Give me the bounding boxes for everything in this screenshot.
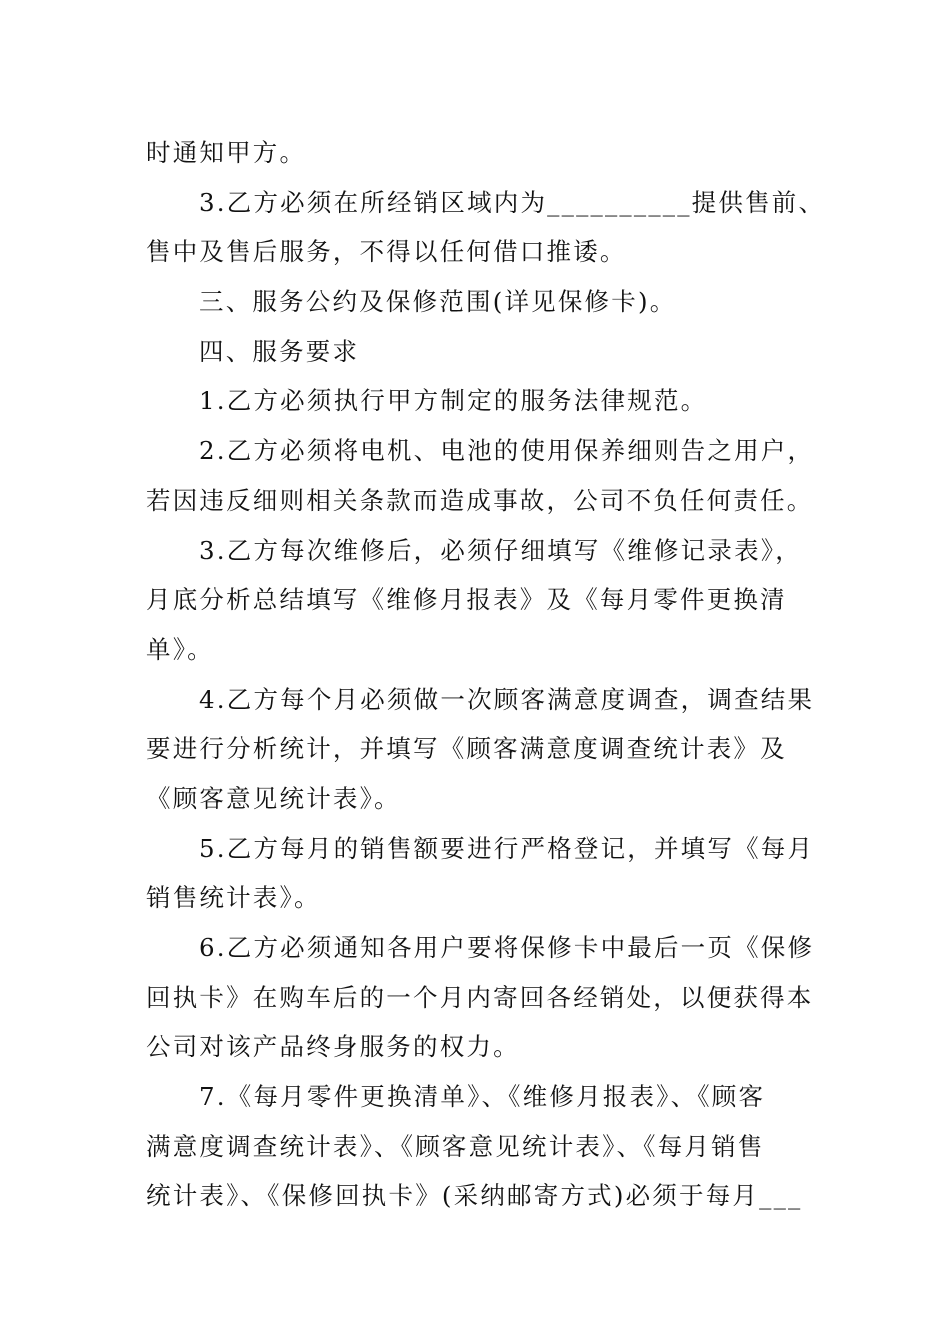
- text-line-5: 四、服务要求: [199, 336, 360, 366]
- text-line-1: 时通知甲方。: [146, 138, 307, 167]
- text-line-15: 5.乙方每月的销售额要进行严格登记，并填写《每月: [199, 833, 815, 863]
- text-line-20: 7.《每月零件更换清单》、《维修月报表》、《顾客: [199, 1082, 766, 1112]
- text-line-8: 若因违反细则相关条款而造成事故，公司不负任何责任。: [146, 485, 814, 515]
- text-line-13: 要进行分析统计，并填写《顾客满意度调查统计表》及: [146, 734, 787, 764]
- text-line-21: 满意度调查统计表》、《顾客意见统计表》、《每月销售: [146, 1131, 765, 1161]
- text-line-10: 月底分析总结填写《维修月报表》及《每月零件更换清: [146, 585, 787, 615]
- text-line-14: 《顾客意见统计表》。: [146, 783, 401, 813]
- text-line-7: 2.乙方必须将电机、电池的使用保养细则告之用户，: [199, 436, 815, 466]
- text-line-6: 1.乙方必须执行甲方制定的服务法律规范。: [199, 386, 708, 416]
- text-line-17: 6.乙方必须通知各用户要将保修卡中最后一页《保修: [199, 933, 815, 962]
- text-line-11: 单》。: [146, 634, 214, 664]
- text-line-12: 4.乙方每个月必须做一次顾客满意度调查，调查结果: [199, 684, 815, 714]
- text-line-16: 销售统计表》。: [146, 883, 321, 913]
- document-body: [146, 128, 826, 1221]
- text-line-18: 回执卡》在购车后的一个月内寄回各经销处，以便获得本: [146, 982, 814, 1012]
- text-line-9: 3.乙方每次维修后，必须仔细填写《维修记录表》，: [199, 535, 802, 565]
- text-line-19: 公司对该产品终身服务的权力。: [146, 1032, 520, 1062]
- text-line-2: 3.乙方必须在所经销区域内为__________提供售前、: [199, 187, 826, 217]
- text-line-4: 三、服务公约及保修范围(详见保修卡)。: [199, 287, 677, 317]
- text-line-22: 统计表》、《保修回执卡》(采纳邮寄方式)必须于每月___: [146, 1181, 803, 1211]
- text-line-3: 售中及售后服务，不得以任何借口推诿。: [146, 237, 627, 267]
